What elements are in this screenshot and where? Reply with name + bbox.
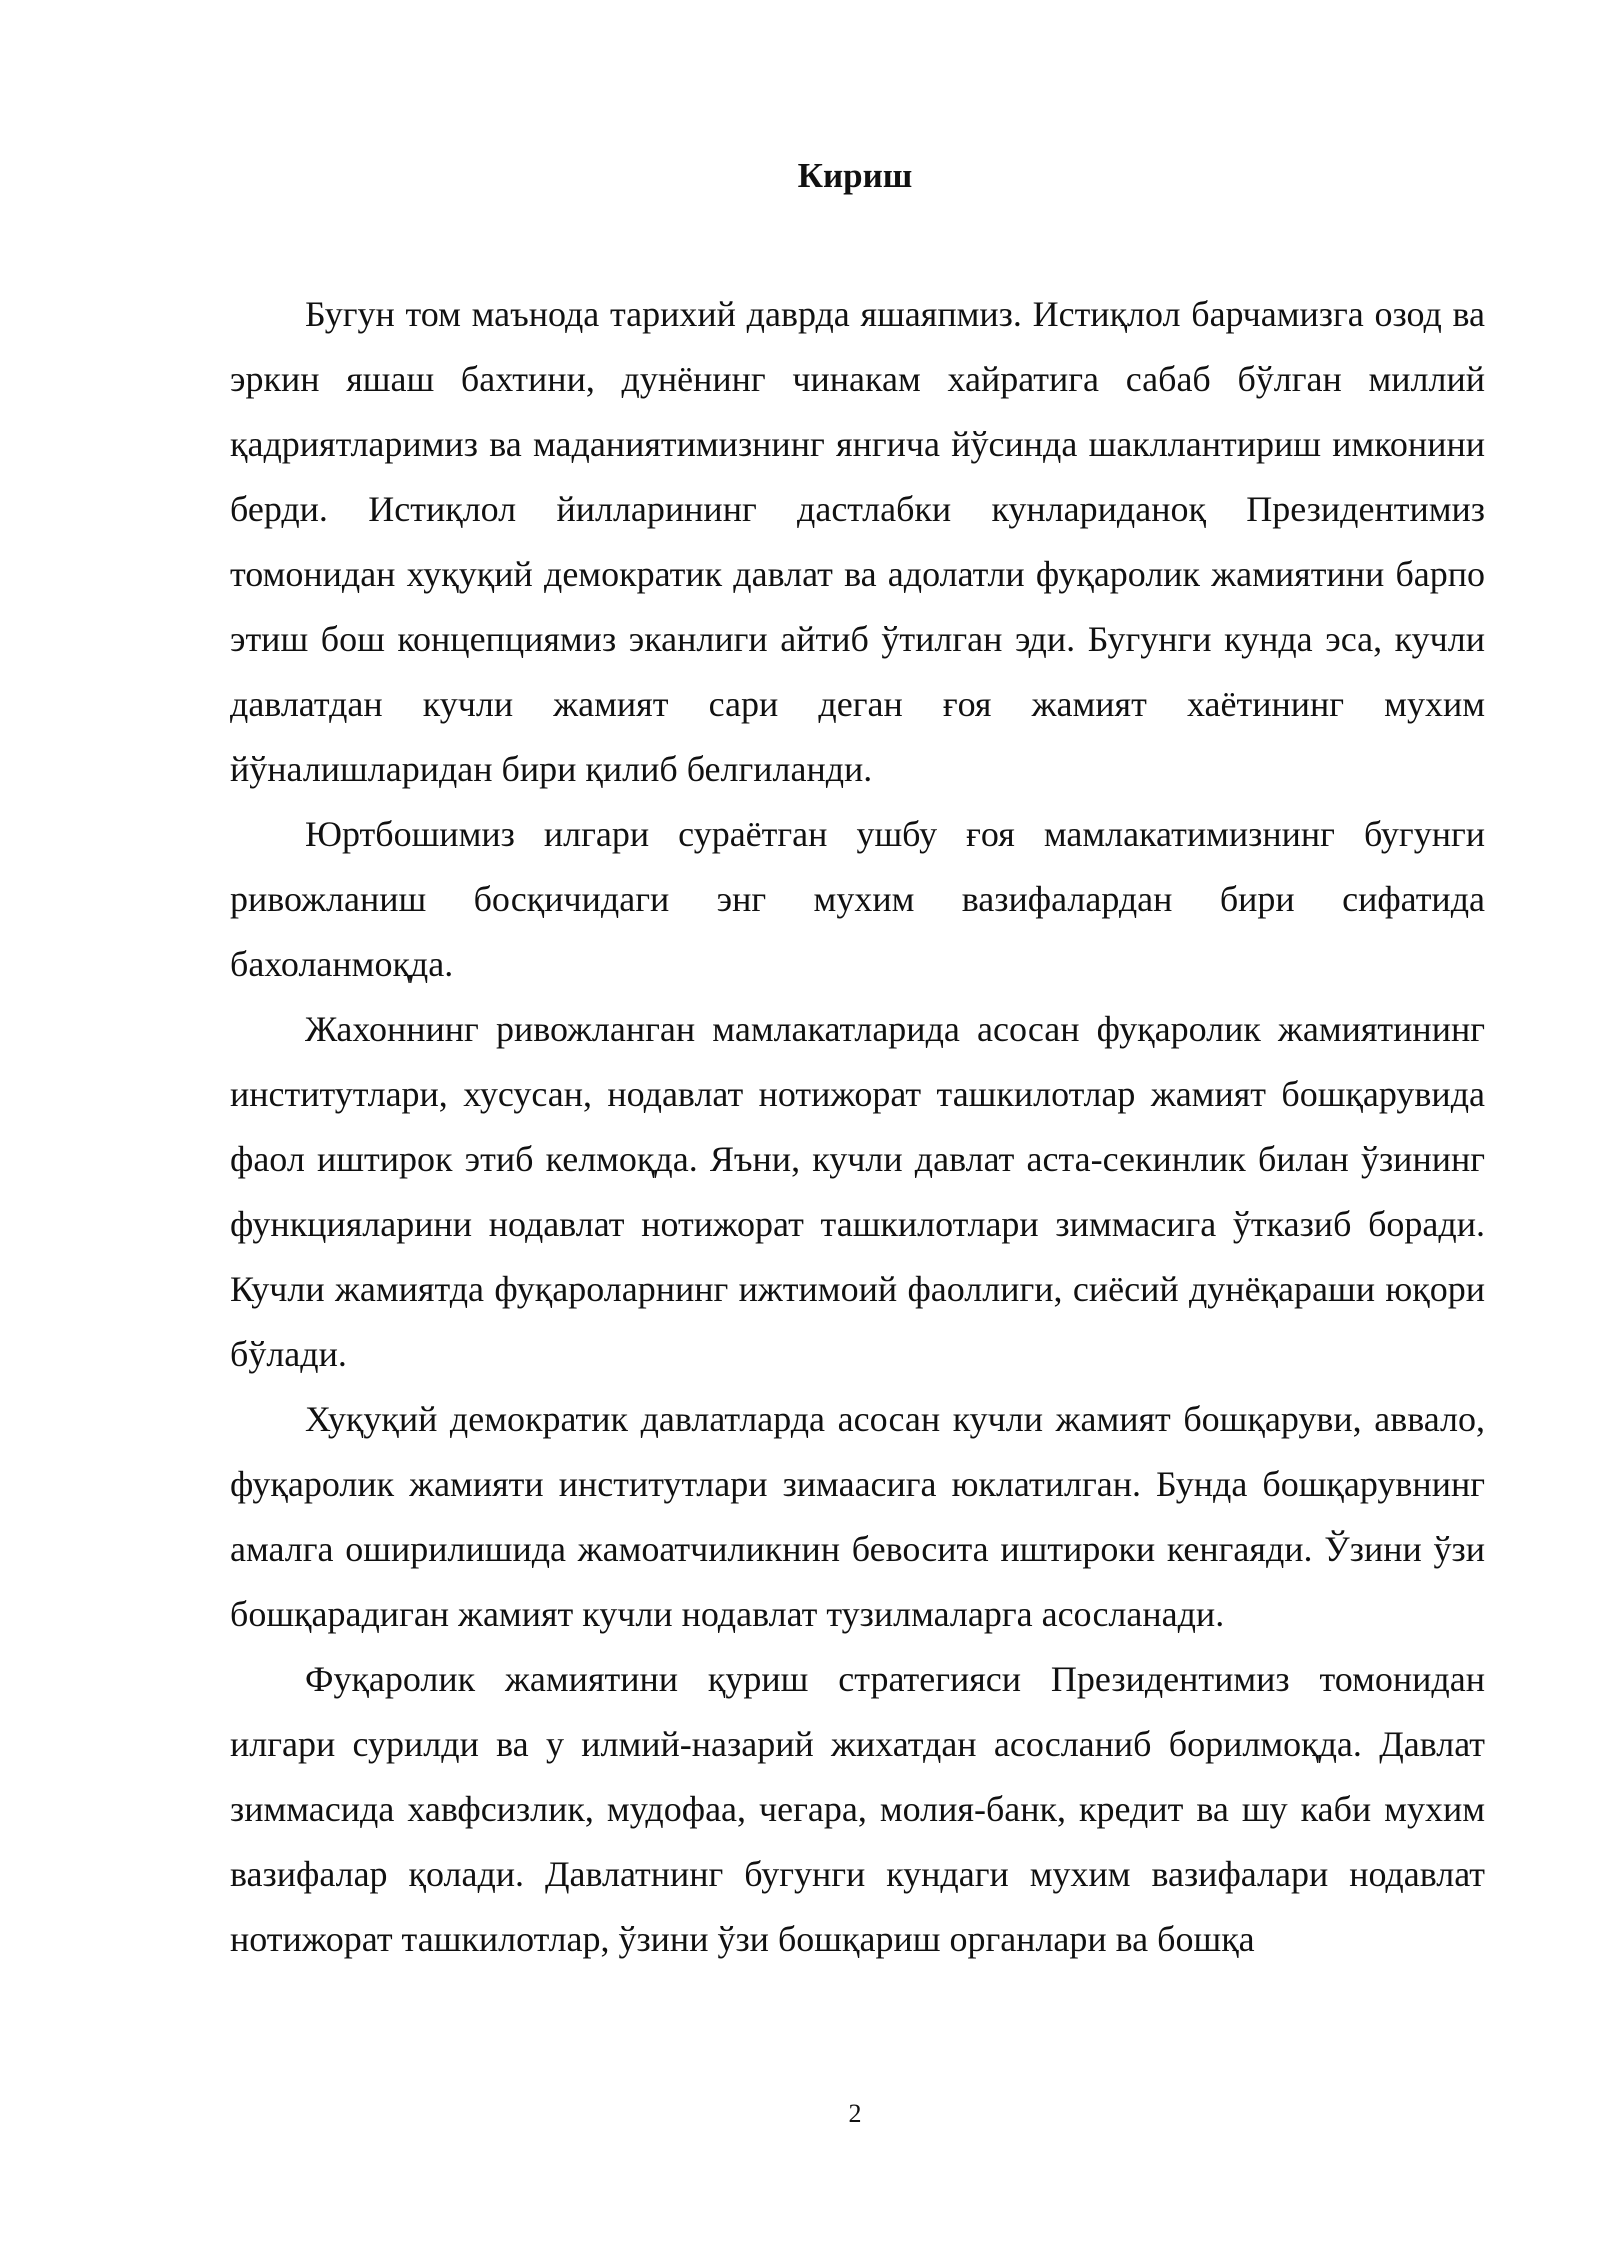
paragraph: Хуқуқий демократик давлатларда асосан кучли жамият бошқаруви, аввало, фуқаролик жамияти институтлари зимаасига юклатилган. Бунда бошқарувнинг амалга оширилишида жамоатчиликнин бевосита иштироки кенгаяди. Ўзини ўзи бошқарадиган жамият кучли нодавлат тузилмаларга асосланади. [230, 1399, 1485, 1634]
page-number: 2 [848, 2099, 862, 2128]
section-title: Кириш [797, 156, 913, 195]
paragraph: Юртбошимиз илгари сураётган ушбу ғоя мамлакатимизнинг бугунги ривожланиш босқичидаги энг мухим вазифалардан бири сифатида бахоланмоқда. [230, 814, 1485, 984]
paragraph: Бугун том маънода тарихий даврда яшаяпмиз. Истиқлол барчамизга озод ва эркин яшаш бахтини, дунёнинг чинакам хайратига сабаб бўлган миллий қадриятларимиз ва маданиятимизнинг янгича йўсинда шакллантириш имконини берди. Истиқлол йилларининг дастлабки кунлариданоқ Президентимиз томонидан хуқуқий демократик давлат ва адолатли фуқаролик жамиятини барпо этиш бош концепциямиз эканлиги айтиб ўтилган эди. Бугунги кунда эса, кучли давлатдан кучли жамият сари деган ғоя жамият хаётининг мухим йўналишларидан бири қилиб белгиланди. [230, 294, 1485, 789]
paragraph: Фуқаролик жамиятини қуриш стратегияси Президентимиз томонидан илгари сурилди ва у илмий-назарий жихатдан асосланиб борилмоқда. Давлат зиммасида хавфсизлик, мудофаа, чегара, молия-банк, кредит ва шу каби мухим вазифалар қолади. Давлатнинг бугунги кундаги мухим вазифалари нодавлат нотижорат ташкилотлар, ўзини ўзи бошқариш органлари ва бошқа [230, 1659, 1485, 1959]
paragraph: Жахоннинг ривожланган мамлакатларида асосан фуқаролик жамиятининг институтлари, хусусан, нодавлат нотижорат ташкилотлар жамият бошқарувида фаол иштирок этиб келмоқда. Яъни, кучли давлат аста-секинлик билан ўзининг функцияларини нодавлат нотижорат ташкилотлари зиммасига ўтказиб боради. Кучли жамиятда фуқароларнинг ижтимоий фаоллиги, сиёсий дунёқараши юқори бўлади. [230, 1009, 1485, 1374]
body-text [230, 282, 1485, 1972]
